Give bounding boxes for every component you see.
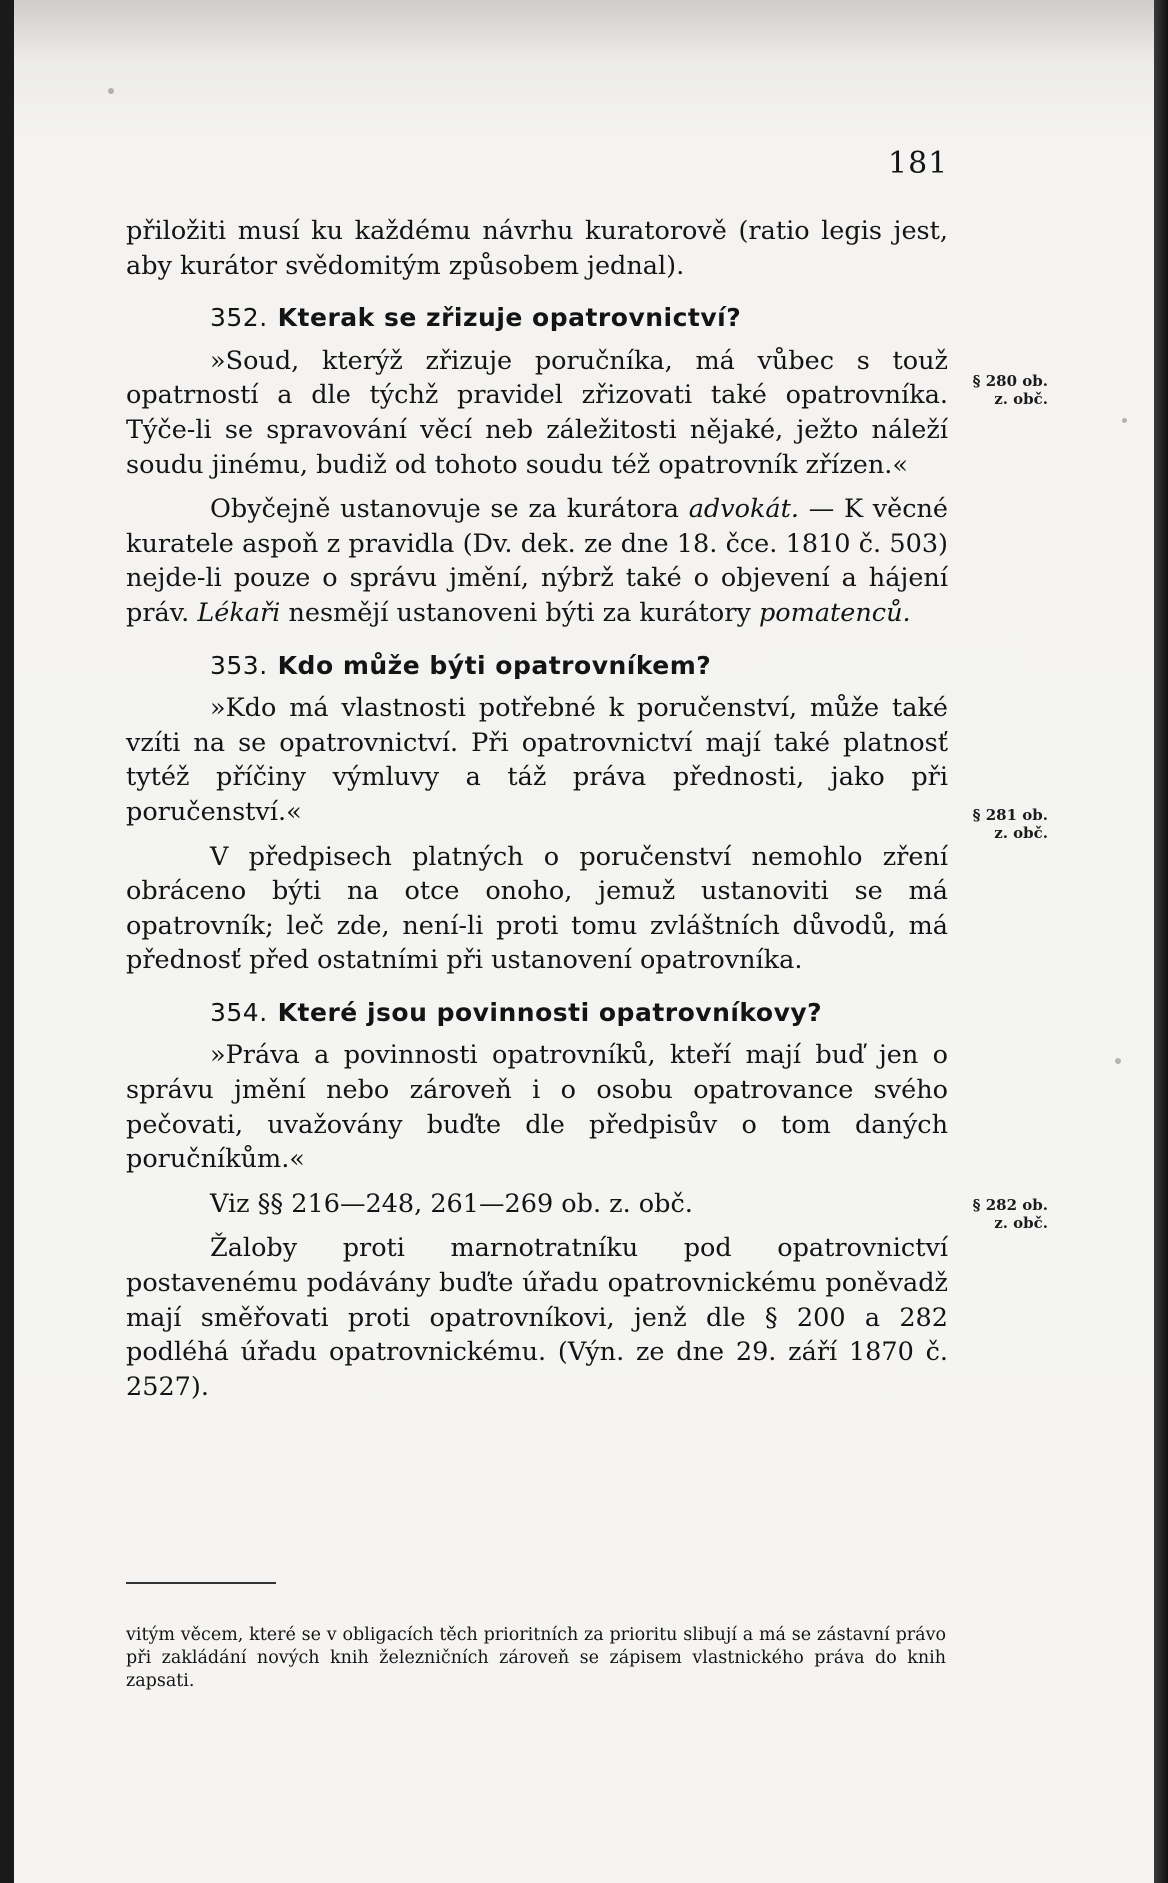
section-number: 352.	[210, 303, 268, 333]
scan-left-edge	[0, 0, 14, 1883]
section-heading-352	[210, 301, 948, 336]
emphasis-advokat: advokát.	[688, 494, 799, 525]
paragraph-intro: přiložiti musí ku každému návrhu kuratorově (ratio legis jest, aby kurátor svědomitým způsobem jednal).	[126, 216, 948, 281]
margin-note-line: z. obč.	[994, 390, 1048, 408]
section-title: Kdo může býti opatrovníkem?	[277, 650, 712, 680]
scan-speck	[1115, 1058, 1121, 1064]
emphasis-lekari: Lékaři	[197, 597, 281, 628]
text-run: — K věcné kuratele aspoň z pravidla (Dv. dek. ze dne 18. čce. 1810 č. 503) nejde-li pouze o správu jmění, nýbrž také o objevení a hájení práv.	[126, 494, 949, 628]
paragraph-354-quote: »Práva a povinnosti opatrovníků, kteří mají buď jen o správu jmění nebo zároveň i o osobu opatrovance svého pečovati, uvažovány buďte dle předpisův o tom daných poručníkům.«	[126, 1040, 948, 1175]
section-heading-354	[210, 996, 948, 1031]
margin-note-line: z. obč.	[994, 824, 1048, 842]
paragraph-354-reference: Viz §§ 216—248, 261—269 ob. z. obč.	[210, 1188, 693, 1219]
main-text	[126, 214, 948, 1404]
paragraph-352-quote: »Soud, kterýž zřizuje poručníka, má vůbec s touž opatrností a dle týchž pravidel zřizovati také opatrovníka. Týče-li se spravování věcí neb záležitosti nějaké, ježto náleží soudu jinému, budiž od tohoto soudu též opatrovník zřízen.«	[126, 345, 948, 480]
margin-note-282	[952, 1196, 1048, 1232]
footnote: vitým věcem, které se v obligacích těch prioritních za prioritu slibují a má se zástavní právo při zakládání nových knih železničních zároveň se zápisem vlastnického práva do knih zapsati.	[126, 1624, 946, 1691]
scan-speck	[1122, 418, 1127, 423]
margin-note-line: § 281 ob.	[972, 806, 1048, 824]
emphasis-pomatencu: pomatenců.	[758, 597, 911, 628]
text-run: nesmějí ustanoveni býti za kurátory	[288, 597, 751, 628]
text-run: Obyčejně ustanovuje se za kurátora	[210, 494, 679, 525]
margin-note-line: z. obč.	[994, 1214, 1048, 1232]
margin-note-line: § 282 ob.	[972, 1196, 1048, 1214]
margin-note-281	[952, 806, 1048, 842]
paragraph-352-commentary	[126, 492, 948, 630]
section-title: Které jsou povinnosti opatrovníkovy?	[277, 997, 823, 1027]
scan-speck	[108, 88, 114, 94]
section-number: 354.	[210, 997, 268, 1027]
paragraph-354-commentary: Žaloby proti marnotratníku pod opatrovnictví postavenému podávány buďte úřadu opatrovnickému poněvadž mají směřovati proti opatrovníkovi, jenž dle § 200 a 282 podléhá úřadu opatrovnickému. (Výn. ze dne 29. září 1870 č. 2527).	[126, 1233, 948, 1402]
margin-note-280	[952, 372, 1048, 408]
margin-note-line: § 280 ob.	[972, 372, 1048, 390]
paragraph-353-commentary: V předpisech platných o poručenství nemohlo zření obráceno býti na otce onoho, jemuž ustanoviti se má opatrovník; leč zde, není-li proti tomu zvláštních důvodů, má přednosť před ostatními při ustanovení opatrovníka.	[126, 841, 948, 976]
section-heading-353	[210, 649, 948, 684]
section-title: Kterak se zřizuje opatrovnictví?	[277, 303, 742, 333]
page-number: 181	[888, 146, 949, 181]
paragraph-353-quote: »Kdo má vlastnosti potřebné k poručenství, může také vzíti na se opatrovnictví. Při opatrovnictví mají také platnosť tytéž příčiny výmluvy a táž práva přednosti, jako při poručenství.«	[126, 693, 948, 827]
footnote-divider	[126, 1582, 276, 1584]
section-number: 353.	[210, 650, 268, 680]
scan-right-edge	[1154, 0, 1168, 1883]
